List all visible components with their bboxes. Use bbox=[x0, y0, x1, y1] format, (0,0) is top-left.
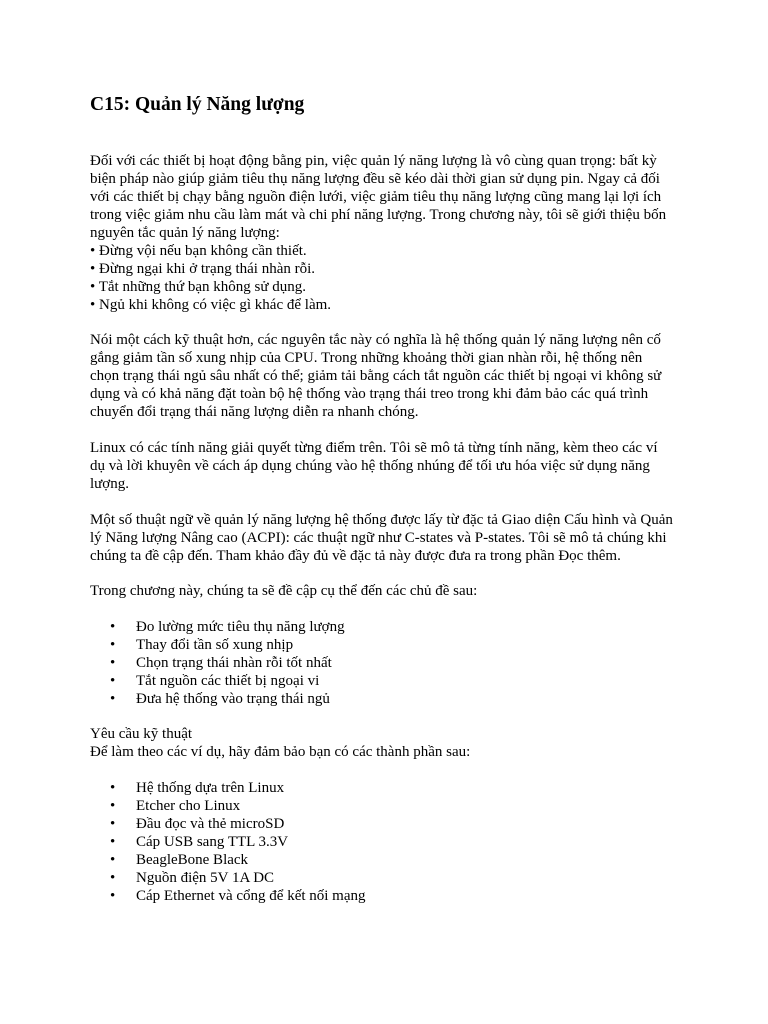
topics-list bbox=[90, 618, 680, 708]
list-item-text: Nguồn điện 5V 1A DC bbox=[136, 870, 275, 886]
acpi-paragraph bbox=[90, 511, 680, 565]
technical-paragraph bbox=[90, 331, 680, 421]
list-item-text: Đưa hệ thống vào trạng thái ngủ bbox=[136, 691, 330, 707]
bullet: • bbox=[110, 816, 116, 832]
list-item-text: Tắt nguồn các thiết bị ngoại vi bbox=[136, 673, 320, 689]
text-line: Linux có các tính năng giải quyết từng điểm trên. Tôi sẽ mô tả từng tính năng, kèm theo các ví bbox=[90, 440, 658, 456]
text-line: lượng. bbox=[90, 476, 129, 492]
text-line: Đối với các thiết bị hoạt động bằng pin, việc quản lý năng lượng là vô cùng quan trọng: bất kỳ bbox=[90, 153, 657, 169]
text-line: dụ và lời khuyên về cách áp dụng chúng vào hệ thống nhúng để tối ưu hóa việc sử dụng năng bbox=[90, 458, 650, 474]
list-item bbox=[90, 869, 680, 887]
page-title: C15: Quản lý Năng lượng bbox=[90, 94, 305, 115]
list-item bbox=[90, 887, 680, 905]
text-line: dụng và có khả năng đặt toàn bộ hệ thống vào trạng thái treo trong khi đảm bảo các quá trình bbox=[90, 386, 649, 402]
bullet: • bbox=[110, 870, 116, 886]
list-item-text: Đầu đọc và thẻ microSD bbox=[136, 816, 285, 832]
text-line: trong việc giảm nhu cầu làm mát và chi phí năng lượng. Trong chương này, tôi sẽ giới thiệu bốn bbox=[90, 207, 667, 223]
list-item-text: Đo lường mức tiêu thụ năng lượng bbox=[136, 619, 345, 635]
list-item-text: Chọn trạng thái nhàn rỗi tốt nhất bbox=[136, 655, 332, 671]
bullet: • bbox=[110, 888, 116, 904]
principle-item: • Đừng vội nếu bạn không cần thiết. bbox=[90, 243, 307, 259]
list-item bbox=[90, 815, 680, 833]
topics-intro bbox=[90, 582, 680, 600]
list-item bbox=[90, 833, 680, 851]
list-item-text: Thay đổi tần số xung nhịp bbox=[136, 637, 294, 653]
linux-paragraph bbox=[90, 439, 680, 493]
text-line: nguyên tắc quản lý năng lượng: bbox=[90, 225, 280, 241]
bullet: • bbox=[110, 619, 116, 635]
text-line: chuyển đổi trạng thái năng lượng diễn ra nhanh chóng. bbox=[90, 404, 419, 420]
list-item-text: Hệ thống dựa trên Linux bbox=[136, 780, 285, 796]
list-item-text: BeagleBone Black bbox=[136, 852, 249, 868]
list-item-text: Etcher cho Linux bbox=[136, 798, 241, 814]
text-line: Một số thuật ngữ về quản lý năng lượng hệ thống được lấy từ đặc tả Giao diện Cấu hình và Quản bbox=[90, 512, 673, 528]
list-item bbox=[90, 779, 680, 797]
text-line: chúng ta đề cập đến. Tham khảo đầy đủ về đặc tả này được đưa ra trong phần Đọc thêm. bbox=[90, 548, 621, 564]
list-item bbox=[90, 654, 680, 672]
list-item-text: Cáp Ethernet và cổng để kết nối mạng bbox=[136, 888, 366, 904]
bullet: • bbox=[110, 798, 116, 814]
text-line: biện pháp nào giúp giảm tiêu thụ năng lượng đều sẽ kéo dài thời gian sử dụng pin. Ngay cả đối bbox=[90, 171, 660, 187]
principle-item: • Ngủ khi không có việc gì khác để làm. bbox=[90, 297, 332, 313]
list-item bbox=[90, 797, 680, 815]
list-item bbox=[90, 690, 680, 708]
intro-paragraph bbox=[90, 152, 680, 314]
bullet: • bbox=[110, 655, 116, 671]
text-line: chọn trạng thái ngủ sâu nhất có thể; giảm tải bằng cách tắt nguồn các thiết bị ngoại vi không sử bbox=[90, 368, 662, 384]
requirements-heading: Yêu cầu kỹ thuật bbox=[90, 726, 193, 742]
text-line: với các thiết bị chạy bằng nguồn điện lưới, việc giảm tiêu thụ năng lượng cũng mang lại lợi ích bbox=[90, 189, 662, 205]
text-line: lý Năng lượng Nâng cao (ACPI): các thuật ngữ như C-states và P-states. Tôi sẽ mô tả chúng khi bbox=[90, 530, 667, 546]
list-item bbox=[90, 618, 680, 636]
principle-item: • Tắt những thứ bạn không sử dụng. bbox=[90, 279, 307, 295]
requirements-section bbox=[90, 725, 680, 761]
requirements-list bbox=[90, 779, 680, 905]
text-line: gắng giảm tần số xung nhịp của CPU. Trong những khoảng thời gian nhàn rỗi, hệ thống nên bbox=[90, 350, 643, 366]
bullet: • bbox=[110, 852, 116, 868]
bullet: • bbox=[110, 780, 116, 796]
bullet: • bbox=[110, 834, 116, 850]
list-item bbox=[90, 672, 680, 690]
bullet: • bbox=[110, 673, 116, 689]
bullet: • bbox=[110, 637, 116, 653]
list-item bbox=[90, 636, 680, 654]
list-item-text: Cáp USB sang TTL 3.3V bbox=[136, 834, 289, 850]
text-line: Nói một cách kỹ thuật hơn, các nguyên tắc này có nghĩa là hệ thống quản lý năng lượng nên cố bbox=[90, 332, 661, 348]
principle-item: • Đừng ngại khi ở trạng thái nhàn rỗi. bbox=[90, 261, 316, 277]
requirements-text: Để làm theo các ví dụ, hãy đảm bảo bạn có các thành phần sau: bbox=[90, 744, 471, 760]
bullet: • bbox=[110, 691, 116, 707]
list-item bbox=[90, 851, 680, 869]
text-line: Trong chương này, chúng ta sẽ đề cập cụ thể đến các chủ đề sau: bbox=[90, 583, 478, 599]
